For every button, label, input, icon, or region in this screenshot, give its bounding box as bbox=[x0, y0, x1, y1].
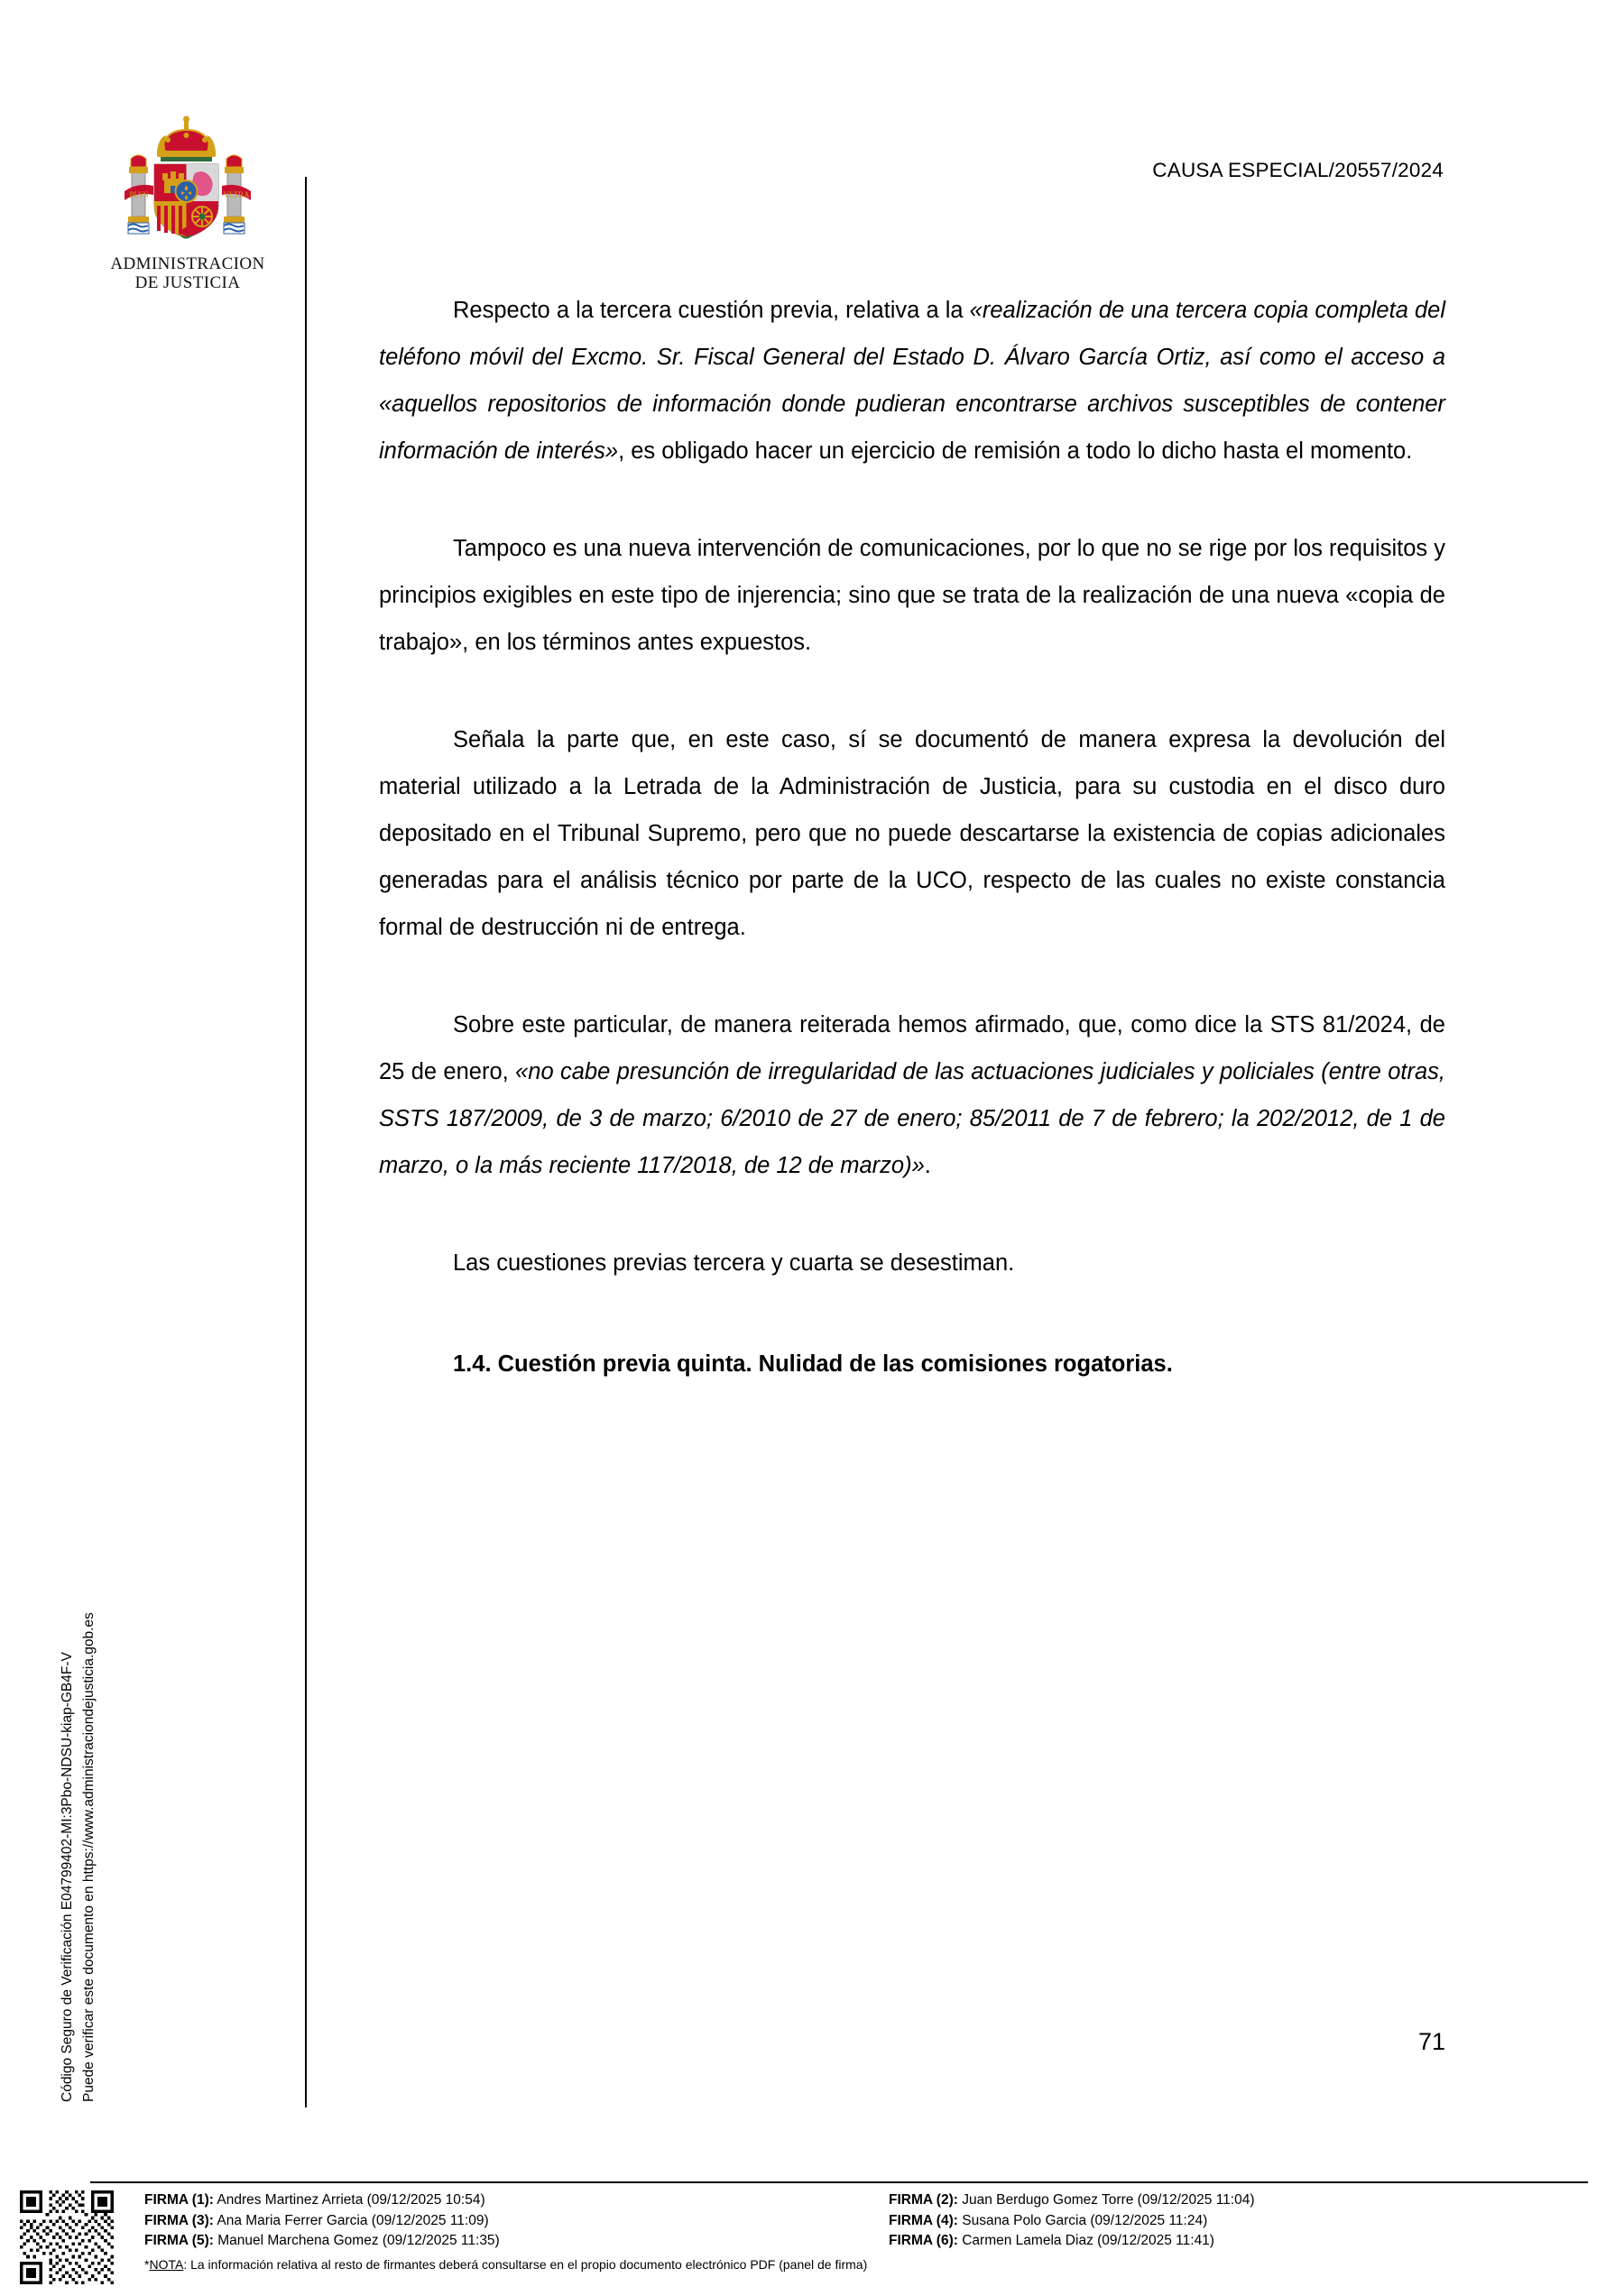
footer-divider bbox=[90, 2181, 1588, 2183]
vertical-divider-rule bbox=[305, 177, 307, 2107]
footer-note bbox=[144, 2255, 1606, 2273]
signature-row bbox=[889, 2190, 1601, 2211]
signature-row bbox=[144, 2190, 830, 2211]
signature-value: Juan Berdugo Gomez Torre (09/12/2025 11:04) bbox=[962, 2192, 1255, 2208]
svg-text:VLTRA: VLTRA bbox=[223, 190, 250, 199]
paragraph-4: Sobre este particular, de manera reiterada hemos afirmado, que, como dice la STS 81/2024, de 25 de enero, «no cabe presunción de irregularidad de las actuaciones judiciales y policiales (entre otras, SSTS 187/2009, de 3 de marzo; 6/2010 de 27 de enero; 85/2011 de 7 de febrero; la 202/2012, de 1 de marzo, o la más reciente 117/2018, de 12 de marzo)». bbox=[379, 1012, 1445, 1178]
coat-of-arms-emblem bbox=[97, 115, 278, 293]
signature-value: Susana Polo Garcia (09/12/2025 11:24) bbox=[962, 2212, 1208, 2228]
document-body bbox=[379, 287, 1445, 1388]
verification-code-text: Código Seguro de Verificación E04799402-MI:3Pbo-NDSU-kiap-GB4F-V bbox=[60, 1652, 75, 2102]
signature-row bbox=[144, 2231, 830, 2252]
signature-label: FIRMA (1): bbox=[144, 2192, 214, 2208]
page-number: 71 bbox=[1417, 2028, 1445, 2055]
signature-column-right bbox=[889, 2190, 1601, 2252]
paragraph-2: Tampoco es una nueva intervención de comunicaciones, por lo que no se rige por los requisitos y principios exigibles en este tipo de injerencia; sino que se trata de la realización de una nueva «copia de trabajo», en los términos antes expuestos. bbox=[379, 536, 1445, 655]
paragraph-1: Respecto a la tercera cuestión previa, relativa a la «realización de una tercera copia completa del teléfono móvil del Excmo. Sr. Fiscal General del Estado D. Álvaro García Ortiz, así como el acceso a «aquellos repositorios de información donde pudieran encontrarse archivos susceptibles de contener información de interés», es obligado hacer un ejercicio de remisión a todo lo dicho hasta el momento. bbox=[379, 298, 1445, 464]
paragraph-3: Señala la parte que, en este caso, sí se documentó de manera expresa la devolución del material utilizado a la Letrada de la Administración de Justicia, para su custodia en el disco duro depositado en el Tribunal Supremo, pero que no puede descartarse la existencia de copias adicionales generadas para el análisis técnico por parte de la UCO, respecto de las cuales no existe constancia formal de destrucción ni de entrega. bbox=[379, 727, 1445, 940]
signature-row bbox=[889, 2211, 1601, 2232]
left-margin-strip bbox=[0, 0, 307, 2147]
svg-text:PLVS: PLVS bbox=[129, 190, 149, 199]
signature-value: Manuel Marchena Gomez (09/12/2025 11:35) bbox=[217, 2233, 500, 2248]
signature-value: Carmen Lamela Diaz (09/12/2025 11:41) bbox=[962, 2233, 1214, 2248]
signature-label: FIRMA (4): bbox=[889, 2212, 958, 2228]
signature-row bbox=[889, 2231, 1601, 2252]
signature-column-left bbox=[144, 2190, 830, 2252]
signature-label: FIRMA (2): bbox=[889, 2192, 958, 2208]
case-reference-header: CAUSA ESPECIAL/20557/2024 bbox=[1152, 159, 1444, 181]
emblem-caption bbox=[97, 254, 278, 293]
section-heading: 1.4. Cuestión previa quinta. Nulidad de las comisiones rogatorias. bbox=[453, 1351, 1173, 1377]
signature-label: FIRMA (6): bbox=[889, 2233, 958, 2248]
signature-value: Ana Maria Ferrer Garcia (09/12/2025 11:09) bbox=[217, 2212, 489, 2228]
verification-notice-text: Puede verificar este documento en https://www.administraciondejusticia.gob.es bbox=[81, 1612, 97, 2102]
emblem-caption-line-1: ADMINISTRACION bbox=[110, 254, 265, 273]
qr-code-icon bbox=[20, 2190, 114, 2284]
qr-code bbox=[20, 2190, 114, 2284]
emblem-caption-line-2: DE JUSTICIA bbox=[134, 273, 241, 293]
note-asterisk: * bbox=[144, 2257, 150, 2272]
signature-label: FIRMA (3): bbox=[144, 2212, 214, 2228]
signature-label: FIRMA (5): bbox=[144, 2233, 214, 2248]
paragraph-5: Las cuestiones previas tercera y cuarta se desestiman. bbox=[453, 1250, 1015, 1276]
signature-row bbox=[144, 2211, 830, 2232]
note-keyword: NOTA bbox=[149, 2257, 184, 2272]
note-text: : La información relativa al resto de firmantes deberá consultarse en el propio documento electrónico PDF (panel de firma) bbox=[183, 2257, 868, 2272]
spain-coat-of-arms-icon bbox=[112, 115, 263, 251]
signature-value: Andres Martinez Arrieta (09/12/2025 10:54) bbox=[217, 2192, 485, 2208]
